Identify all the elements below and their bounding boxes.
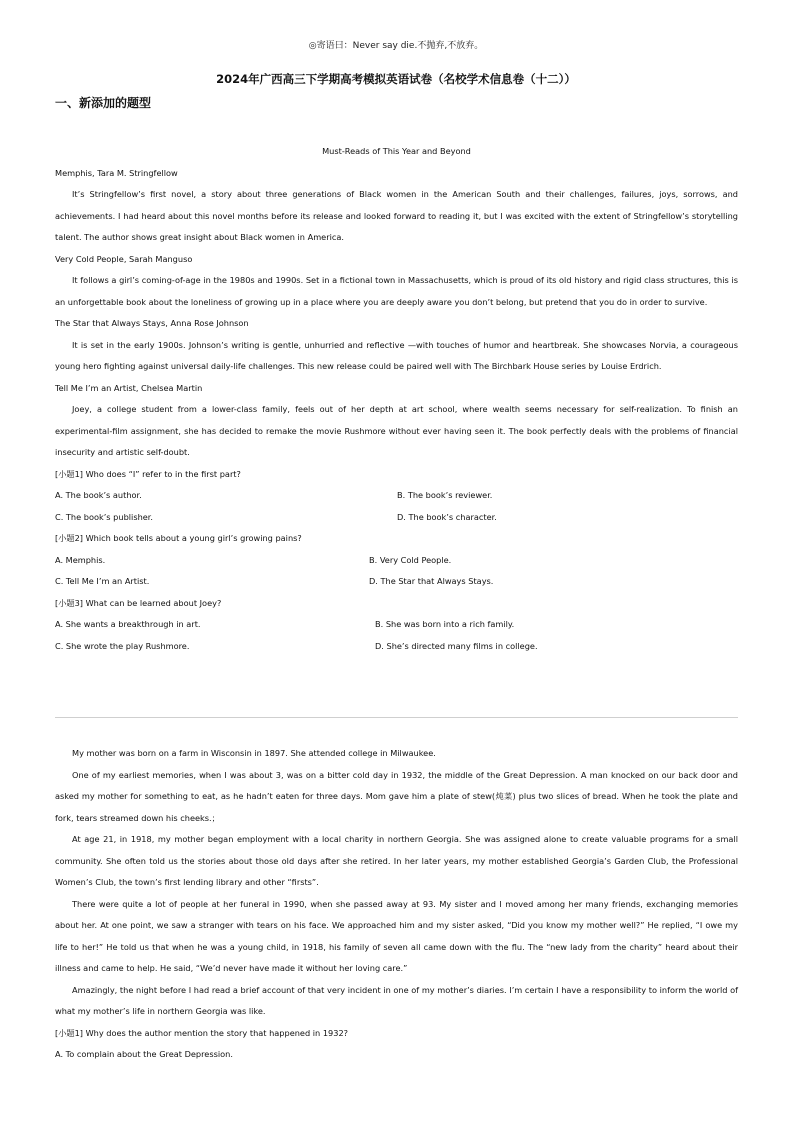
option-row	[55, 507, 738, 529]
option-a[interactable]: A. The book’s author.	[55, 490, 142, 500]
option-a[interactable]: A. Memphis.	[55, 554, 106, 565]
question-stem: [小题1] Who does “I” refer to in the first part?	[55, 468, 241, 479]
option-d[interactable]: D. She’s directed many films in college.	[375, 640, 538, 651]
book-text: Joey, a college student from a lower-class family, feels out of her depth at art school, where wealth seems necessary for self-realization. To finish an experimental-film assignment, she has decided to remake the movie Rushmore without ever having seen it. The book perfectly deals with the problems of financial insecurity and artistic self-doubt.	[55, 404, 738, 457]
book-heading: Memphis, Tara M. Stringfellow	[55, 167, 178, 178]
option-row	[55, 614, 738, 636]
option-b[interactable]: B. The book’s reviewer.	[397, 490, 493, 500]
paragraph: One of my earliest memories, when I was about 3, was on a bitter cold day in 1932, the middle of the Great Depression. A man knocked on our back door and asked my mother for something to eat, as he hadn’t eaten for three days. Mom gave him a plate of stew(炖菜) plus two slices of bread. When he took the plate and fork, tears streamed down his cheeks.；	[55, 769, 738, 823]
passage-2	[55, 743, 738, 1066]
option-c[interactable]: C. She wrote the play Rushmore.	[55, 640, 190, 651]
option-d[interactable]: D. The Star that Always Stays.	[369, 576, 494, 586]
book-text: It follows a girl’s coming-of-age in the 1980s and 1990s. Set in a fictional town in Massachusetts, which is proud of its old history and rigid class structures, this is an unforgettable book about the loneliness of growing up in a place where you are deeply aware you don’t belong, but pretend that you do in order to survive.	[55, 275, 738, 307]
option-row	[55, 485, 738, 507]
page-title: 2024年广西高三下学期高考模拟英语试卷（名校学术信息卷（十二））	[216, 72, 576, 86]
option-b[interactable]: B. She was born into a rich family.	[375, 619, 515, 629]
section-heading: 一、新添加的题型	[55, 96, 152, 110]
option-a[interactable]: A. To complain about the Great Depression.	[55, 1049, 233, 1059]
book-heading: Very Cold People, Sarah Manguso	[55, 253, 193, 264]
option-c[interactable]: C. Tell Me I’m an Artist.	[55, 576, 150, 586]
paragraph: My mother was born on a farm in Wisconsin in 1897. She attended college in Milwaukee.	[72, 748, 436, 758]
book-heading: The Star that Always Stays, Anna Rose Johnson	[55, 318, 249, 328]
question-stem: [小题2] Which book tells about a young girl’s growing pains?	[55, 533, 302, 543]
option-d[interactable]: D. The book’s character.	[397, 511, 497, 522]
motto: ◎寄语曰：Never say die.不抛弃,不放弃。	[308, 41, 484, 51]
book-heading: Tell Me I’m an Artist, Chelsea Martin	[55, 382, 203, 393]
option-row	[55, 550, 738, 572]
passage-title: Must-Reads of This Year and Beyond	[322, 146, 471, 156]
option-row	[55, 571, 738, 593]
option-row	[55, 636, 738, 658]
option-b[interactable]: B. Very Cold People.	[369, 554, 452, 565]
section-divider	[55, 717, 738, 718]
option-c[interactable]: C. The book’s publisher.	[55, 511, 154, 522]
passage-1	[55, 141, 738, 657]
book-text: It is set in the early 1900s. Johnson’s writing is gentle, unhurried and reflective —with touches of humor and heartbreak. She showcases Norvia, a courageous young hero fighting against universal daily-life challenges. This new release could be paired well with The Birchbark House series by Louise Erdrich.	[55, 339, 738, 371]
question-stem: [小题3] What can be learned about Joey?	[55, 597, 222, 608]
book-text: It’s Stringfellow’s first novel, a story about three generations of Black women in the American South and their challenges, failures, joys, sorrows, and achievements. I had heard about this novel months before its release and looked forward to reading it, but I was excited with the extent of Stringfellow’s storytelling talent. The author shows great insight about Black women in America.	[55, 189, 738, 242]
paragraph: At age 21, in 1918, my mother began employment with a local charity in northern Georgia. She was assigned alone to create valuable programs for a small community. She often told us the stories about those old days after she retired. In her later years, my mother established Georgia’s Garden Club, the Professional Women’s Club, the town’s first lending library and other “firsts”.	[55, 834, 738, 887]
option-a[interactable]: A. She wants a breakthrough in art.	[55, 619, 201, 629]
paragraph: There were quite a lot of people at her funeral in 1990, when she passed away at 93. My sister and I moved among her many friends, exchanging memories about her. At one point, we saw a stranger with tears on his face. We approached him and my sister asked, “Did you know my mother well?” He replied, “I owe my life to her!” He told us that when he was a young child, in 1918, his family of seven all came down with the flu. The “new lady from the charity” heard about their illness and came to help. He said, “We’d never have made it without her loving care.”	[55, 898, 738, 973]
question-stem: [小题1] Why does the author mention the story that happened in 1932?	[55, 1027, 349, 1038]
paragraph: Amazingly, the night before I had read a brief account of that very incident in one of my mother’s diaries. I’m certain I have a responsibility to inform the world of what my mother’s life in northern Georgia was like.	[55, 984, 738, 1016]
